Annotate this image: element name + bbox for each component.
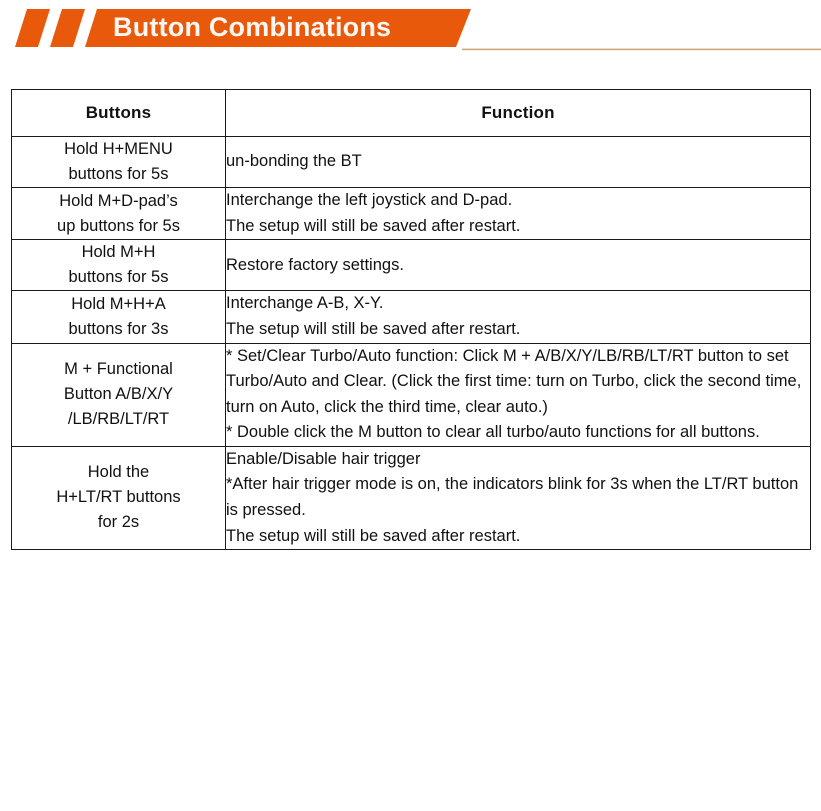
row-function-cell bbox=[226, 188, 811, 240]
table-row bbox=[12, 446, 811, 549]
page-title: Button Combinations bbox=[113, 12, 392, 42]
key-line: up buttons for 5s bbox=[57, 216, 180, 235]
table-row bbox=[12, 291, 811, 343]
function-line: *After hair trigger mode is on, the indicators blink for 3s when the LT/RT button is pressed. bbox=[226, 475, 799, 519]
table-row bbox=[12, 188, 811, 240]
column-header-function: Function bbox=[226, 90, 811, 137]
key-line: Hold the bbox=[87, 463, 150, 482]
row-keys-cell bbox=[12, 446, 226, 549]
column-header-buttons: Buttons bbox=[12, 90, 226, 137]
row-keys-cell bbox=[12, 137, 226, 188]
key-line: Hold M+D-pad’s bbox=[59, 191, 178, 210]
key-line: buttons for 5s bbox=[68, 268, 169, 287]
header-stripe-1 bbox=[15, 9, 50, 47]
row-function-cell bbox=[226, 446, 811, 549]
key-line: H+LT/RT buttons bbox=[56, 488, 181, 507]
table-body bbox=[12, 137, 811, 550]
header-stripe-2 bbox=[50, 9, 85, 47]
function-line: The setup will still be saved after restart. bbox=[226, 320, 521, 338]
button-combinations-table bbox=[11, 89, 811, 550]
function-line: un-bonding the BT bbox=[226, 152, 362, 171]
table-row bbox=[12, 137, 811, 188]
function-line: The setup will still be saved after restart. bbox=[226, 216, 521, 235]
function-line: * Set/Clear Turbo/Auto function: Click M + A/B/X/Y/LB/RB/LT/RT button to set Turbo/Auto and Clear. (Click the first time: turn on Turbo, click the second time, turn on Auto, click the third time, clear auto.) bbox=[226, 346, 802, 416]
key-line: buttons for 5s bbox=[68, 165, 169, 184]
key-line: Button A/B/X/Y bbox=[63, 385, 174, 404]
row-keys-cell bbox=[12, 291, 226, 343]
row-function-cell bbox=[226, 240, 811, 291]
header-rule bbox=[462, 49, 821, 51]
function-line: Enable/Disable hair trigger bbox=[226, 449, 421, 468]
row-function-cell bbox=[226, 137, 811, 188]
key-line: buttons for 3s bbox=[68, 320, 169, 338]
key-line: Hold M+H bbox=[81, 243, 156, 262]
row-function-cell bbox=[226, 343, 811, 446]
function-line: Restore factory settings. bbox=[226, 255, 404, 274]
row-function-cell bbox=[226, 291, 811, 343]
function-line: The setup will still be saved after restart. bbox=[226, 526, 521, 545]
function-line: Interchange A-B, X-Y. bbox=[226, 294, 384, 313]
key-line: Hold M+H+A bbox=[71, 294, 166, 313]
row-keys-cell bbox=[12, 188, 226, 240]
key-line: for 2s bbox=[97, 513, 140, 532]
key-line: Hold H+MENU bbox=[64, 140, 173, 158]
function-line: Interchange the left joystick and D-pad. bbox=[226, 191, 513, 210]
key-line: M + Functional bbox=[64, 360, 173, 379]
row-keys-cell bbox=[12, 240, 226, 291]
table-header-row bbox=[12, 90, 811, 137]
function-line: * Double click the M button to clear all turbo/auto functions for all buttons. bbox=[226, 423, 760, 442]
table-row bbox=[12, 240, 811, 291]
table-row bbox=[12, 343, 811, 446]
button-combinations-table-wrapper bbox=[11, 89, 810, 550]
row-keys-cell bbox=[12, 343, 226, 446]
page-header bbox=[0, 0, 821, 62]
key-line: /LB/RB/LT/RT bbox=[67, 410, 170, 429]
